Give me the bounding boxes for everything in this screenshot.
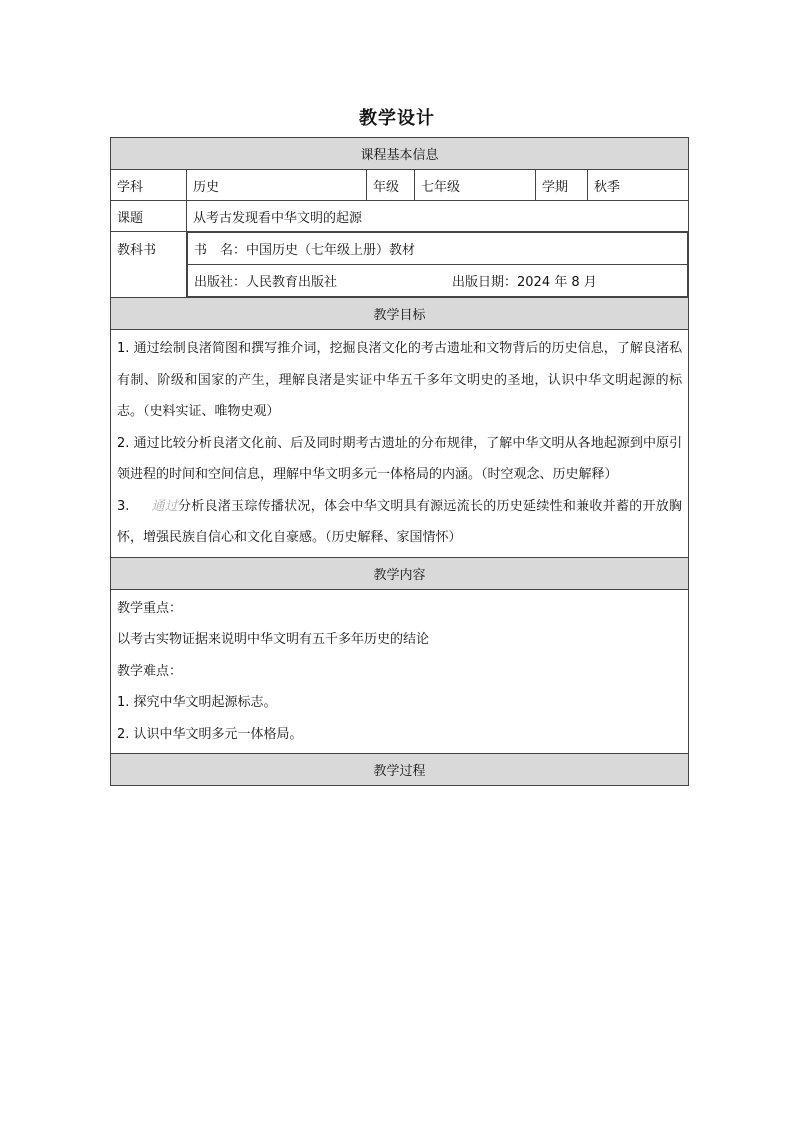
topic-value: 从考古发现看中华文明的起源 <box>187 201 689 232</box>
objective-1: 1. 通过绘制良渚简图和撰写推介词，挖掘良渚文化的考古遗址和文物背后的历史信息，了解良渚私有制、阶级和国家的产生，理解良渚是实证中华五千多年文明史的圣地，认识中华文明起源的标志。（史料实证、唯物史观） <box>117 341 683 419</box>
content-header-row <box>111 557 689 589</box>
basic-info-header: 课程基本信息 <box>111 138 689 170</box>
content-header: 教学内容 <box>111 557 689 589</box>
content-body-row <box>111 589 689 754</box>
key-points-text: 以考古实物证据来说明中华文明有五千多年历史的结论 <box>117 632 430 647</box>
objectives-body-row <box>111 330 689 558</box>
topic-row <box>111 201 689 232</box>
lesson-design-table <box>110 137 689 786</box>
subject-value: 历史 <box>187 170 367 201</box>
textbook-row <box>111 232 689 298</box>
objectives-header-row <box>111 298 689 330</box>
textbook-info-inner <box>187 232 688 297</box>
topic-label: 课题 <box>111 201 187 232</box>
objective-3-faint-text: 通过 <box>151 498 178 514</box>
publication-date: 出版日期：2024 年 8 月 <box>452 275 597 290</box>
subject-label: 学科 <box>111 170 187 201</box>
term-value: 秋季 <box>588 170 689 201</box>
objective-3 <box>117 491 682 554</box>
key-points-label: 教学重点： <box>117 600 183 616</box>
page-title: 教学设计 <box>359 108 435 129</box>
publisher: 出版社：人民教育出版社 <box>194 275 338 290</box>
textbook-info <box>187 232 689 298</box>
grade-label: 年级 <box>367 170 415 201</box>
term-label: 学期 <box>536 170 588 201</box>
grade-value: 七年级 <box>415 170 536 201</box>
subject-row <box>111 170 689 201</box>
objective-3-number: 3. <box>117 498 130 514</box>
basic-info-header-row <box>111 138 689 170</box>
publisher-line <box>188 265 688 297</box>
process-header: 教学过程 <box>111 754 689 786</box>
textbook-label: 教科书 <box>111 232 187 298</box>
objectives-header: 教学目标 <box>111 298 689 330</box>
objectives-body <box>111 330 689 558</box>
difficulty-1: 1. 探究中华文明起源标志。 <box>117 695 277 710</box>
objective-2: 2. 通过比较分析良渚文化前、后及同时期考古遗址的分布规律，了解中华文明从各地起源到中原引领进程的时间和空间信息，理解中华文明多元一体格局的内涵。（时空观念、历史解释） <box>117 435 683 482</box>
objective-3-text: 分析良渚玉琮传播状况，体会中华文明具有源远流长的历史延续性和兼收并蓄的开放胸怀，增强民族自信心和文化自豪感。（历史解释、家国情怀） <box>117 498 683 545</box>
difficulties-label: 教学难点： <box>117 663 183 679</box>
difficulty-2: 2. 认识中华文明多元一体格局。 <box>117 726 303 742</box>
process-header-row <box>111 754 689 786</box>
content-body <box>111 589 689 754</box>
book-name: 书 名：中国历史（七年级上册）教材 <box>188 233 688 265</box>
